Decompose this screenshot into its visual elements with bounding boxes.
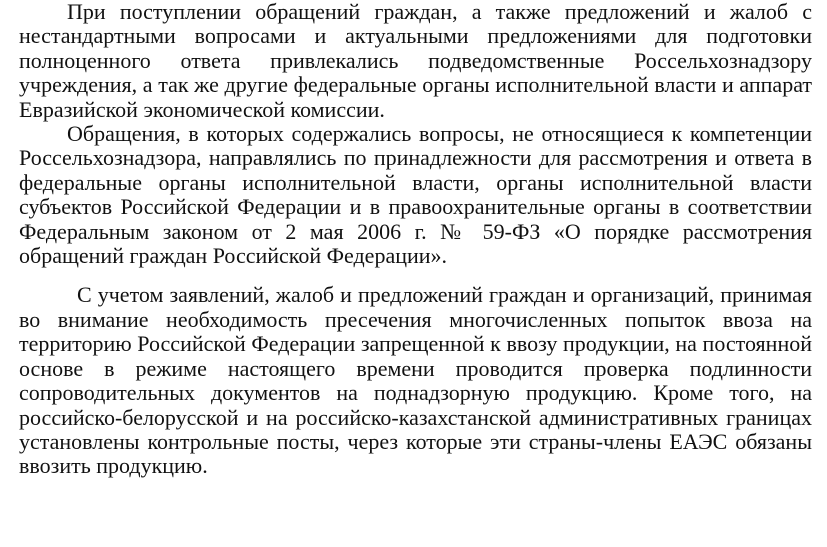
document-page bbox=[19, 0, 812, 479]
paragraph-redirected-appeals: Обращения, в которых содержались вопросы, не относящиеся к компетенции Россельхознадзора, направлялись по принадлежности для рассмотрения и ответа в федеральные органы исполнительной власти, органы исполнительной власти субъектов Российской Федерации и в правоохранительные органы в соответствии Федеральным законом от 2 мая 2006 г. № 59-ФЗ «О порядке рассмотрения обращений граждан Российской Федерации». bbox=[19, 121, 812, 269]
paragraph-document-verification: С учетом заявлений, жалоб и предложений граждан и организаций, принимая во внимание необходимость пресечения многочисленных попыток ввоза на территорию Российской Федерации запрещенной к ввозу продукции, на постоянной основе в режиме настоящего времени проводится проверка подлинности сопроводительных документов на поднадзорную продукцию. Кроме того, на российско-белорусской и на российско-казахстанской административных границах установлены контрольные посты, через которые эти страны-члены ЕАЭС обязаны ввозить продукцию. bbox=[19, 282, 812, 479]
paragraph-citizen-appeals: При поступлении обращений граждан, а также предложений и жалоб с нестандартными вопросами и актуальными предложениями для подготовки полноценного ответа привлекались подведомственные Россельхознадзору учреждения, а так же другие федеральные органы исполнительной власти и аппарат Евразийской экономической комиссии. bbox=[19, 0, 812, 122]
